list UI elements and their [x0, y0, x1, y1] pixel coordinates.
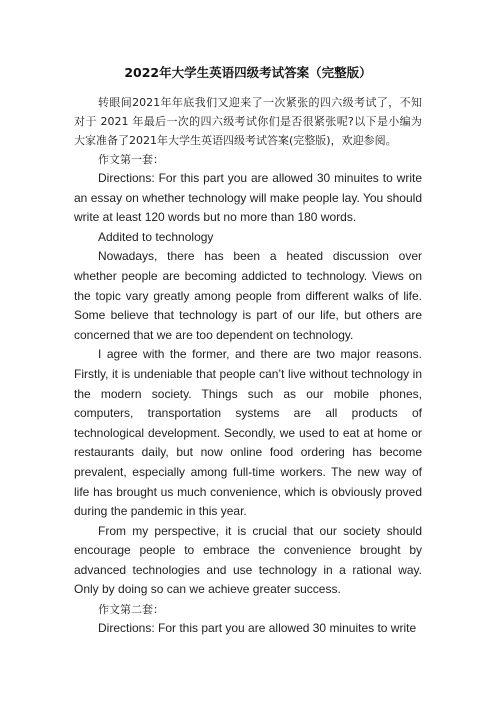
essay-paragraph-1: Nowadays, there has been a heated discussion over whether people are becoming addicted to technology. Views on the topic vary greatly among people from different walks of life. Some believe that technology is part of our life, but others are concerned that we are too dependent on technology.	[74, 249, 422, 342]
document-title: 2022年大学生英语四级考试答案（完整版）	[124, 65, 372, 80]
document-body	[74, 93, 422, 639]
essay-set-two-heading: 作文第二套：	[98, 603, 164, 617]
intro-paragraph: 转眼间2021年年底我们又迎来了一次紧张的四六级考试了，不知对于 2021 年最后一次的四六级考试你们是否很紧张呢?以下是小编为大家准备了2021年大学生英语四级考试答案(完整版)，欢迎参阅。	[74, 96, 422, 147]
essay-paragraph-2: I agree with the former, and there are two major reasons. Firstly, it is undeniable that people can’t live without technology in the modern society. Things such as our mobile phones, computers, transportation systems are all products of technological development. Secondly, we used to eat at home or restaurants daily, but now online food ordering has become prevalent, especially among full-time workers. The new way of life has brought us much convenience, which is obviously proved during the pandemic in this year.	[74, 347, 422, 519]
essay-title: Addited to technology	[98, 229, 214, 244]
essay-directions: Directions: For this part you are allowed 30 minuites to write an essay on whether technology will make people lay. You should write at least 120 words but no more than 180 words.	[74, 171, 422, 225]
essay-set-one-heading: 作文第一套：	[98, 153, 164, 166]
essay-directions-2: Directions: For this part you are allowed 30 minuites to write	[98, 621, 417, 636]
essay-paragraph-3: From my perspective, it is crucial that our society should encourage people to embrace the convenience brought by advanced technologies and use technology in a rational way. Only by doing so can we achieve greater success.	[74, 523, 422, 597]
